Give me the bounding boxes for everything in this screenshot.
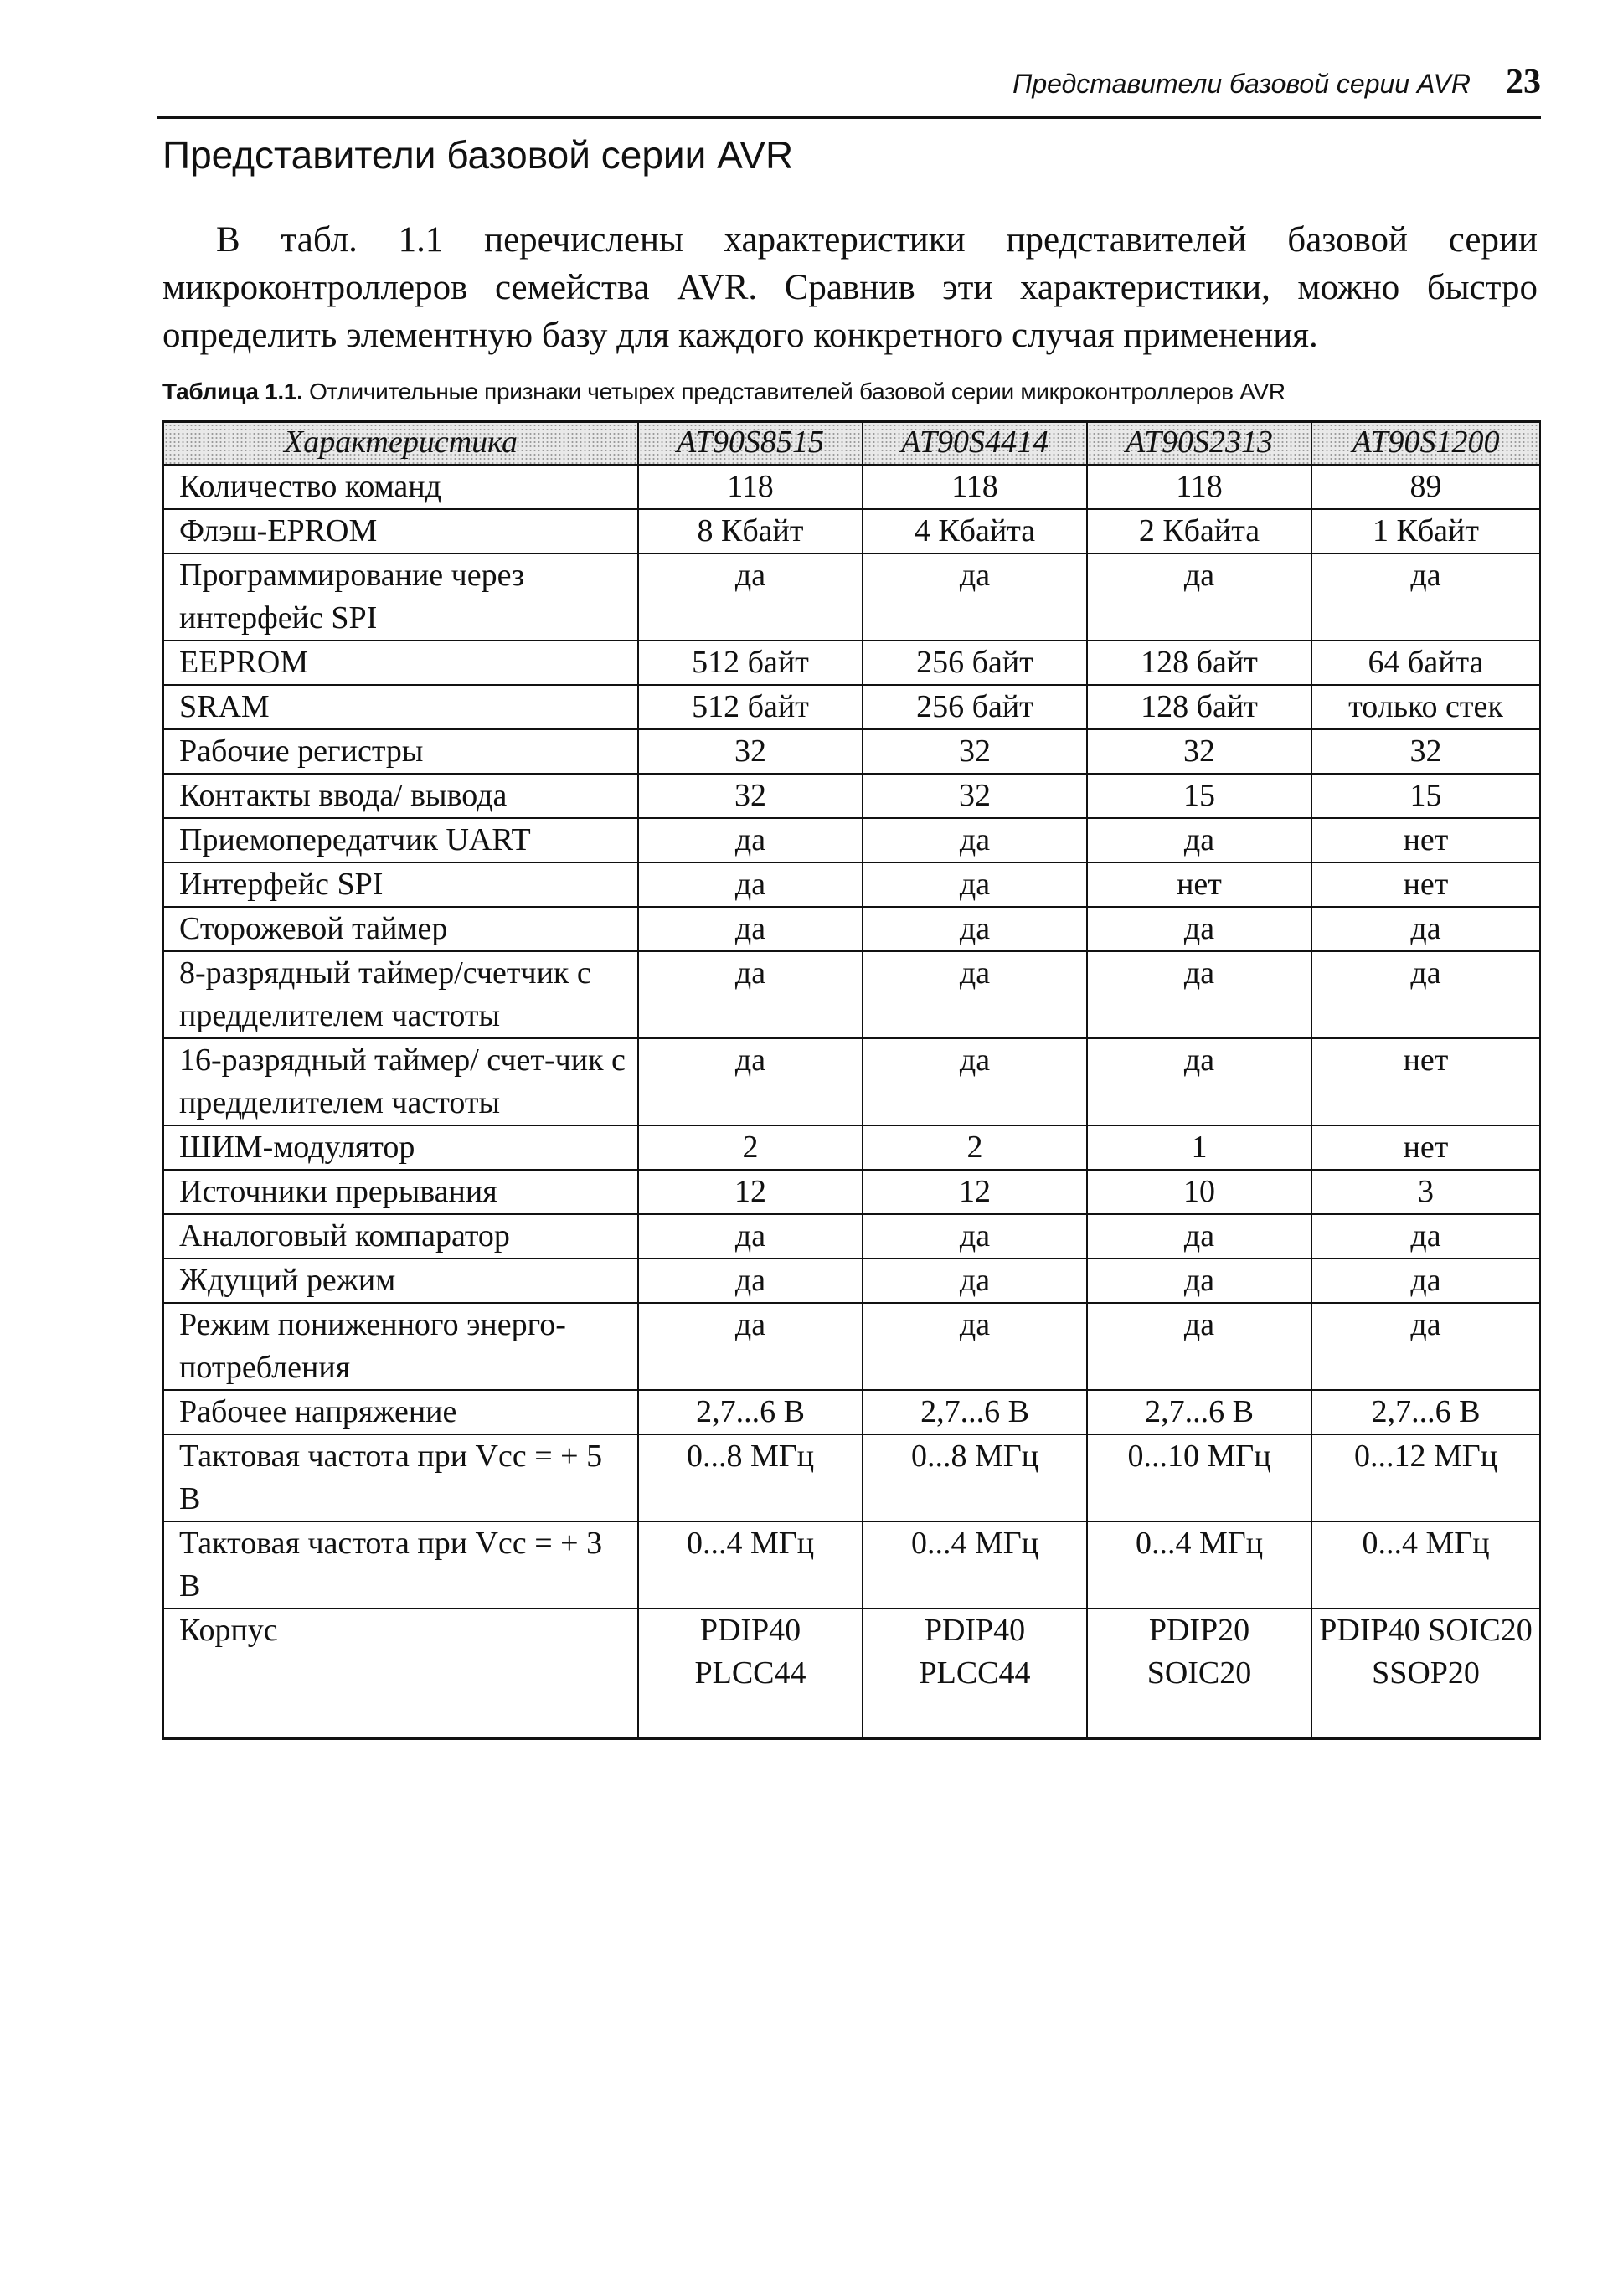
row-label: ШИМ-модулятор (163, 1125, 638, 1170)
table-cell: 512 байт (638, 641, 863, 685)
row-label: Программирование через интерфейс SPI (163, 553, 638, 641)
table-cell: 12 (638, 1170, 863, 1214)
table-cell: PDIP40 SOIC20 SSOP20 (1311, 1609, 1540, 1739)
table-row (163, 1038, 1540, 1125)
table-row (163, 729, 1540, 774)
table-cell: 118 (1087, 465, 1311, 509)
table-cell: 118 (638, 465, 863, 509)
table-row (163, 1521, 1540, 1609)
row-label: EEPROM (163, 641, 638, 685)
table-row (163, 1214, 1540, 1259)
table-cell: да (1087, 1214, 1311, 1259)
row-label: Корпус (163, 1609, 638, 1739)
table-cell: 2,7...6 В (863, 1390, 1087, 1434)
column-header: AT90S2313 (1087, 422, 1311, 466)
table-cell: да (863, 862, 1087, 907)
table-cell: да (1087, 818, 1311, 862)
section-heading: Представители базовой серии AVR (162, 133, 794, 177)
table-cell: только стек (1311, 685, 1540, 729)
spec-table (162, 420, 1541, 1740)
column-header: AT90S8515 (638, 422, 863, 466)
table-row (163, 641, 1540, 685)
table-cell: нет (1311, 1125, 1540, 1170)
table-row (163, 465, 1540, 509)
table-cell: да (638, 907, 863, 951)
table-cell: 256 байт (863, 685, 1087, 729)
table-cell: да (638, 1303, 863, 1390)
column-header: AT90S4414 (863, 422, 1087, 466)
table-cell: 118 (863, 465, 1087, 509)
table-cell: 0...4 МГц (1311, 1521, 1540, 1609)
table-row (163, 951, 1540, 1038)
table-cell: да (1087, 951, 1311, 1038)
table-caption-label: Таблица 1.1. (162, 378, 303, 404)
table-cell: да (1311, 1259, 1540, 1303)
table-cell: 2 Кбайта (1087, 509, 1311, 553)
table-cell: PDIP40 PLCC44 (863, 1609, 1087, 1739)
table-cell: 32 (1087, 729, 1311, 774)
table-row (163, 1390, 1540, 1434)
table-cell: да (1311, 1214, 1540, 1259)
table-cell: 32 (638, 774, 863, 818)
table-cell: 15 (1311, 774, 1540, 818)
table-row (163, 774, 1540, 818)
table-row (163, 1303, 1540, 1390)
row-label: Аналоговый компаратор (163, 1214, 638, 1259)
table-cell: 0...4 МГц (1087, 1521, 1311, 1609)
table-cell: 512 байт (638, 685, 863, 729)
table-cell: 1 Кбайт (1311, 509, 1540, 553)
table-cell: нет (1087, 862, 1311, 907)
row-label: Тактовая частота при Vcc = + 3 В (163, 1521, 638, 1609)
table-cell: да (1311, 907, 1540, 951)
table-cell: 0...12 МГц (1311, 1434, 1540, 1521)
row-label: 16-разрядный таймер/ счет-чик с предделителем частоты (163, 1038, 638, 1125)
running-title: Представители базовой серии AVR (1012, 69, 1471, 99)
table-cell: 64 байта (1311, 641, 1540, 685)
table-cell: 2 (863, 1125, 1087, 1170)
table-cell: да (638, 818, 863, 862)
table-cell: 32 (1311, 729, 1540, 774)
table-cell: да (1087, 1038, 1311, 1125)
table-cell: да (1311, 553, 1540, 641)
table-cell: да (863, 1038, 1087, 1125)
table-cell: 32 (863, 729, 1087, 774)
table-cell: да (638, 1259, 863, 1303)
table-row (163, 1170, 1540, 1214)
table-cell: 0...8 МГц (638, 1434, 863, 1521)
table-cell: 4 Кбайта (863, 509, 1087, 553)
table-cell: 0...8 МГц (863, 1434, 1087, 1521)
table-cell: 12 (863, 1170, 1087, 1214)
table-cell: да (638, 1214, 863, 1259)
table-cell: 0...10 МГц (1087, 1434, 1311, 1521)
table-cell: 89 (1311, 465, 1540, 509)
table-row (163, 907, 1540, 951)
table-header-row (163, 422, 1540, 466)
row-label: Режим пониженного энерго-потребления (163, 1303, 638, 1390)
table-cell: 3 (1311, 1170, 1540, 1214)
row-label: Рабочее напряжение (163, 1390, 638, 1434)
table-cell: да (863, 1214, 1087, 1259)
row-label: Контакты ввода/ вывода (163, 774, 638, 818)
table-row (163, 685, 1540, 729)
column-header: AT90S1200 (1311, 422, 1540, 466)
table-cell: да (863, 1303, 1087, 1390)
table-caption (162, 378, 1286, 405)
table-cell: 256 байт (863, 641, 1087, 685)
table-cell: да (863, 1259, 1087, 1303)
table-cell: PDIP40 PLCC44 (638, 1609, 863, 1739)
running-header (157, 65, 1541, 119)
row-label: Тактовая частота при Vcc = + 5 В (163, 1434, 638, 1521)
table-cell: 2 (638, 1125, 863, 1170)
table-cell: 1 (1087, 1125, 1311, 1170)
row-label: Ждущий режим (163, 1259, 638, 1303)
table-cell: да (1087, 1303, 1311, 1390)
table-row (163, 818, 1540, 862)
table-cell: да (1087, 1259, 1311, 1303)
row-label: Приемопередатчик UART (163, 818, 638, 862)
table-row (163, 1434, 1540, 1521)
table-cell: да (1311, 951, 1540, 1038)
table-cell: 0...4 МГц (863, 1521, 1087, 1609)
table-cell: 10 (1087, 1170, 1311, 1214)
table-cell: да (1311, 1303, 1540, 1390)
row-label: Количество команд (163, 465, 638, 509)
row-label: Источники прерывания (163, 1170, 638, 1214)
table-cell: да (1087, 907, 1311, 951)
table-cell: 0...4 МГц (638, 1521, 863, 1609)
row-label: 8-разрядный таймер/счетчик с предделителем частоты (163, 951, 638, 1038)
table-cell: 15 (1087, 774, 1311, 818)
table-row (163, 553, 1540, 641)
table-cell: 128 байт (1087, 685, 1311, 729)
table-caption-text: Отличительные признаки четырех представителей базовой серии микроконтроллеров AVR (309, 378, 1286, 404)
row-label: SRAM (163, 685, 638, 729)
table-cell: 128 байт (1087, 641, 1311, 685)
table-row (163, 1259, 1540, 1303)
table-cell: да (863, 553, 1087, 641)
intro-paragraph: В табл. 1.1 перечислены характеристики представителей базовой серии микроконтроллеров семейства AVR. Сравнив эти характеристики, можно быстро определить элементную базу для каждого конкретного случая применения. (162, 220, 1538, 355)
table-cell: да (1087, 553, 1311, 641)
table-cell: 32 (863, 774, 1087, 818)
table-cell: 2,7...6 В (1311, 1390, 1540, 1434)
table-cell: нет (1311, 862, 1540, 907)
table-row (163, 1609, 1540, 1739)
table-row (163, 1125, 1540, 1170)
table-cell: да (638, 951, 863, 1038)
table-cell: 2,7...6 В (1087, 1390, 1311, 1434)
table-cell: да (863, 951, 1087, 1038)
table-cell: 8 Кбайт (638, 509, 863, 553)
row-label: Сторожевой таймер (163, 907, 638, 951)
table-cell: да (638, 862, 863, 907)
table-cell: 32 (638, 729, 863, 774)
row-label: Флэш-EPROM (163, 509, 638, 553)
row-label: Рабочие регистры (163, 729, 638, 774)
table-row (163, 509, 1540, 553)
table-cell: нет (1311, 1038, 1540, 1125)
table-cell: да (863, 818, 1087, 862)
column-header: Характеристика (163, 422, 638, 466)
table-cell: да (638, 1038, 863, 1125)
table-cell: нет (1311, 818, 1540, 862)
table-cell: да (863, 907, 1087, 951)
table-cell: PDIP20 SOIC20 (1087, 1609, 1311, 1739)
table-cell: да (638, 553, 863, 641)
table-row (163, 862, 1540, 907)
row-label: Интерфейс SPI (163, 862, 638, 907)
page-number: 23 (1506, 63, 1541, 101)
table-cell: 2,7...6 В (638, 1390, 863, 1434)
